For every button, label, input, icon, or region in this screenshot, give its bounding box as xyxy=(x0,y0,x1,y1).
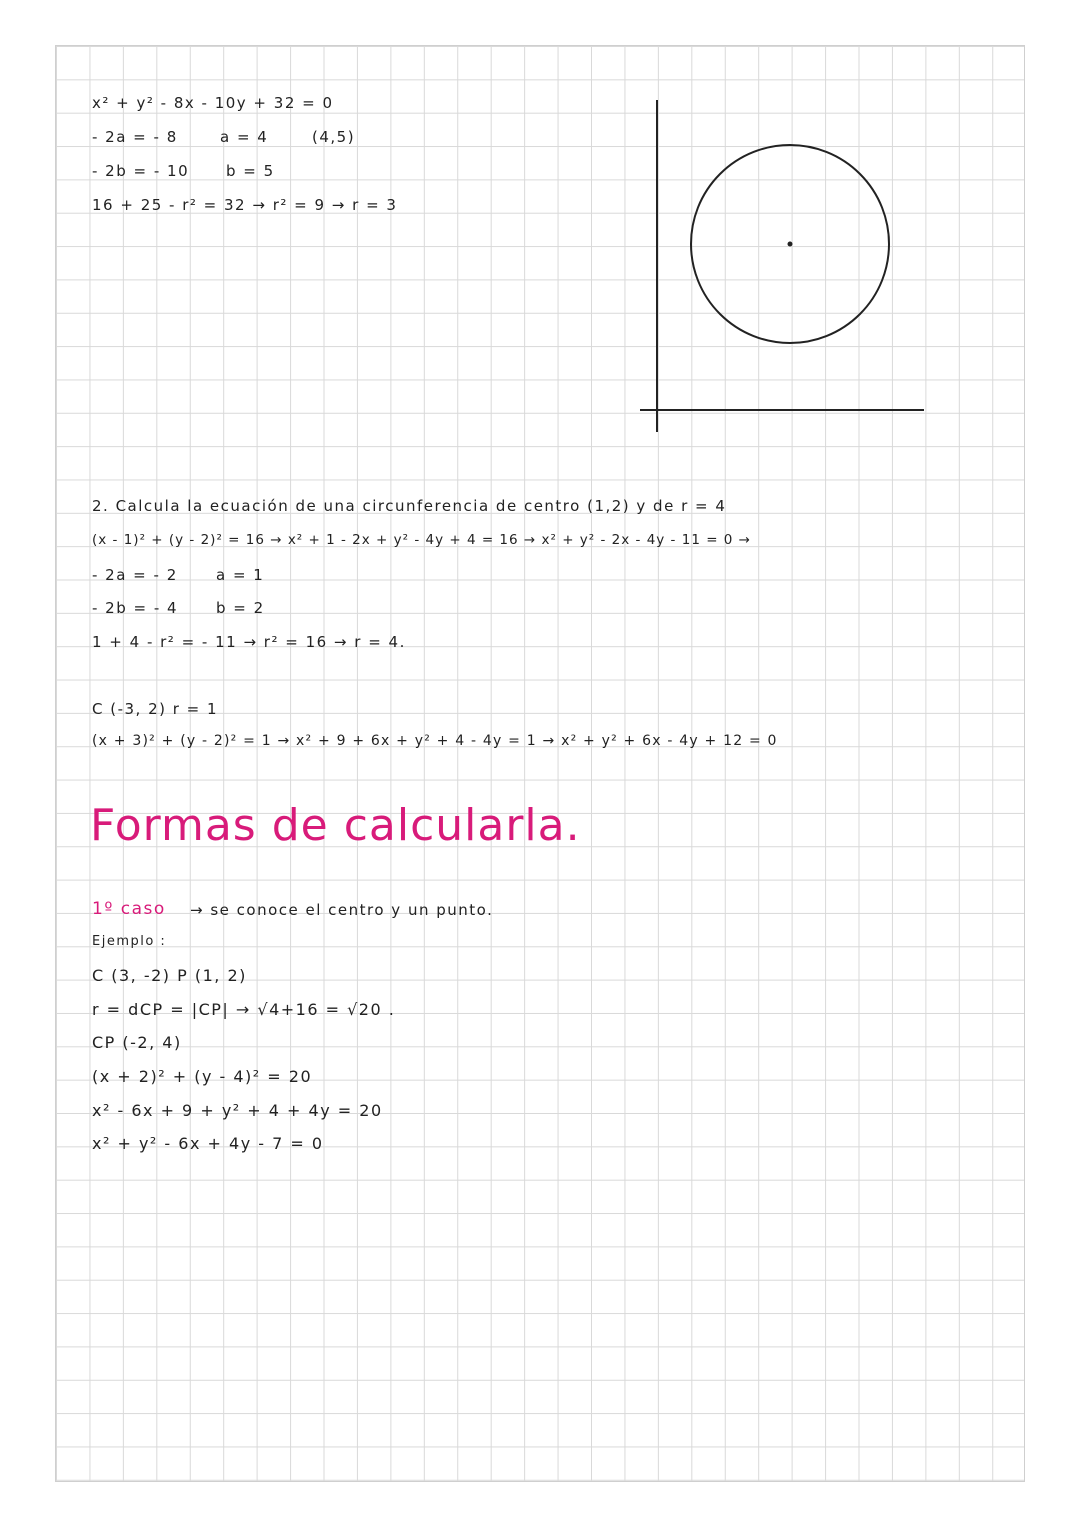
radius-calculation: 16 + 25 - r² = 32 → r² = 9 → r = 3 xyxy=(92,196,398,214)
case-description: → se conoce el centro y un punto. xyxy=(190,901,494,919)
general-equation: x² + y² - 6x + 4y - 7 = 0 xyxy=(92,1134,324,1153)
expanded-equation: x² - 6x + 9 + y² + 4 + 4y = 20 xyxy=(92,1101,383,1120)
b-value: b = 5 xyxy=(226,162,275,180)
center-coordinates: (4,5) xyxy=(312,128,356,146)
section-heading: Formas de calcularla. xyxy=(90,800,581,851)
vector-cp: CP (-2, 4) xyxy=(92,1033,182,1052)
b-equation: - 2b = - 4 xyxy=(92,599,179,617)
a-value: a = 1 xyxy=(216,566,265,584)
a-equation: - 2a = - 2 xyxy=(92,566,178,584)
b-value: b = 2 xyxy=(216,599,265,617)
a-value: a = 4 xyxy=(220,128,269,146)
equation-line: x² + y² - 8x - 10y + 32 = 0 xyxy=(92,94,334,112)
b-equation: - 2b = - 10 xyxy=(92,162,190,180)
a-equation: - 2a = - 8 xyxy=(92,128,178,146)
case-label: 1º caso xyxy=(92,899,166,919)
example-label: Ejemplo : xyxy=(92,934,167,949)
circle-equation: (x + 2)² + (y - 4)² = 20 xyxy=(92,1067,313,1086)
points-given: C (3, -2) P (1, 2) xyxy=(92,966,247,985)
center-point xyxy=(788,242,793,247)
given-values: C (-3, 2) r = 1 xyxy=(92,700,219,718)
circle-sketch xyxy=(640,100,930,440)
expansion-line: (x + 3)² + (y - 2)² = 1 → x² + 9 + 6x + y² + 4 - 4y = 1 → x² + y² + 6x - 4y + 12 = 0 xyxy=(92,733,778,749)
radius-calculation: 1 + 4 - r² = - 11 → r² = 16 → r = 4. xyxy=(92,633,406,651)
expansion-line: (x - 1)² + (y - 2)² = 16 → x² + 1 - 2x + y² - 4y + 4 = 16 → x² + y² - 2x - 4y - 11 = 0 → xyxy=(92,532,751,548)
radius-distance: r = dCP = |CP| → √4+16 = √20 . xyxy=(92,1000,396,1019)
exercise-statement: 2. Calcula la ecuación de una circunferencia de centro (1,2) y de r = 4 xyxy=(92,497,727,515)
